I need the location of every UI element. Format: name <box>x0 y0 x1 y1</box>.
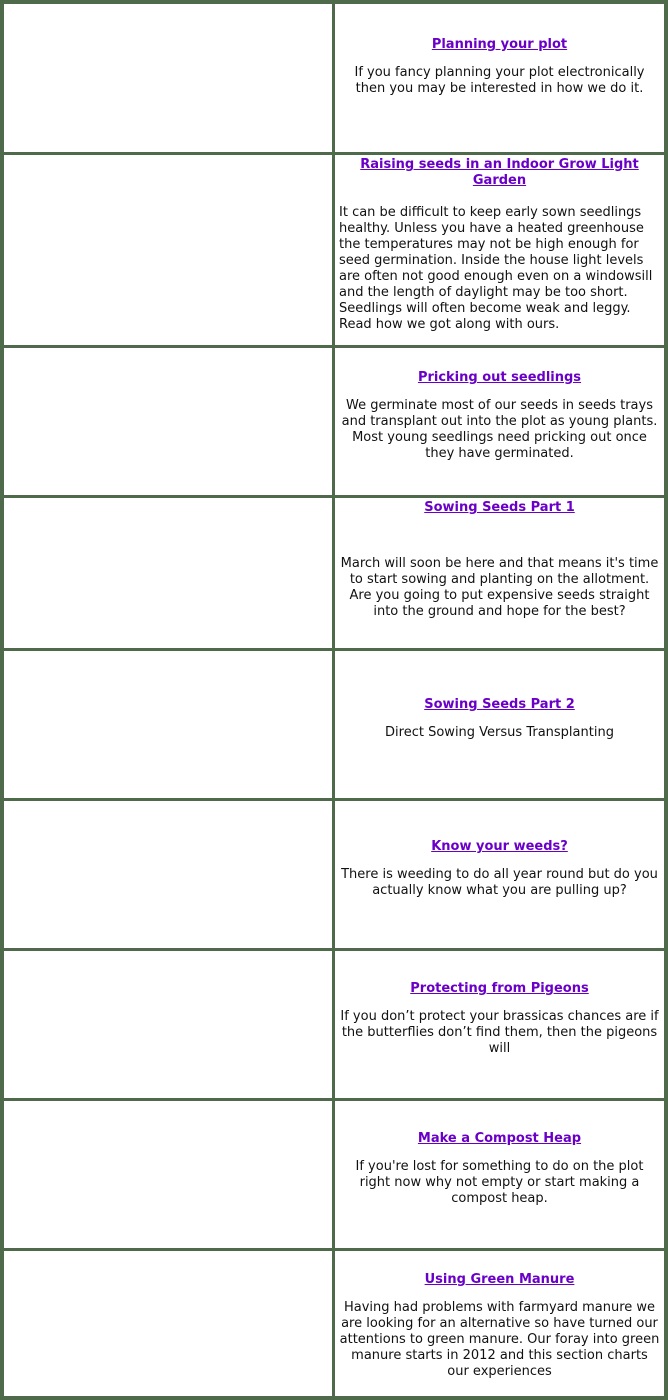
article-description: March will soon be here and that means it's time to start sowing and planting on the allotment. Are you going to put expensive seeds straight into the ground and hope for the best? <box>340 556 659 619</box>
article-title-link[interactable]: Planning your plot <box>431 37 568 52</box>
article-image-cell <box>4 651 332 798</box>
article-text-cell <box>335 1251 664 1396</box>
article-description: If you're lost for something to do on the plot right now why not empty or start making a compost heap. <box>355 1159 644 1206</box>
article-text-cell <box>335 4 664 152</box>
article-image-cell <box>4 498 332 648</box>
article-description: There is weeding to do all year round but do you actually know what you are pulling up? <box>341 867 658 898</box>
article-title-link[interactable]: Protecting from Pigeons <box>410 981 589 996</box>
article-title-link[interactable]: Using Green Manure <box>424 1272 575 1287</box>
article-title-link[interactable]: Know your weeds? <box>431 839 568 854</box>
article-image-cell <box>4 1251 332 1396</box>
article-image-cell <box>4 1101 332 1248</box>
article-title-link[interactable]: Sowing Seeds Part 2 <box>424 697 575 712</box>
article-description: It can be difficult to keep early sown seedlings healthy. Unless you have a heated greenhouse the temperatures may not be high enough for seed germination. Inside the house light levels are often not good enough even on a windowsill and the length of daylight may be too short. Seedlings will often become weak and leggy. Read how we got along with ours. <box>339 205 653 332</box>
article-image-cell <box>4 4 332 152</box>
article-text-cell <box>335 651 664 798</box>
article-title-link[interactable]: Sowing Seeds Part 1 <box>424 500 575 515</box>
table-row <box>4 155 664 345</box>
article-text-cell <box>335 498 664 648</box>
article-description: If you fancy planning your plot electronically then you may be interested in how we do it. <box>354 65 645 96</box>
article-image-cell <box>4 155 332 345</box>
table-row <box>4 1251 664 1396</box>
article-text-cell <box>335 348 664 495</box>
article-text-cell <box>335 951 664 1098</box>
article-text-cell <box>335 1101 664 1248</box>
article-text-cell <box>335 155 664 345</box>
table-row <box>4 4 664 152</box>
article-image-cell <box>4 951 332 1098</box>
article-image-cell <box>4 801 332 948</box>
article-description: We germinate most of our seeds in seeds trays and transplant out into the plot as young plants. Most young seedlings need pricking out once they have germinated. <box>341 398 658 461</box>
article-description: If you don’t protect your brassicas chances are if the butterflies don’t find them, then the pigeons will <box>340 1009 659 1056</box>
table-row <box>4 1101 664 1248</box>
article-image-cell <box>4 348 332 495</box>
article-description: Having had problems with farmyard manure we are looking for an alternative so have turned our attentions to green manure. Our foray into green manure starts in 2012 and this section charts our experiences <box>339 1300 660 1379</box>
table-row <box>4 348 664 495</box>
article-title-link[interactable]: Pricking out seedlings <box>417 370 582 385</box>
article-text-cell <box>335 801 664 948</box>
table-row <box>4 801 664 948</box>
table-row <box>4 498 664 648</box>
table-row <box>4 651 664 798</box>
article-description: Direct Sowing Versus Transplanting <box>385 725 614 740</box>
article-title-link[interactable]: Make a Compost Heap <box>417 1131 582 1146</box>
article-title-link[interactable]: Raising seeds in an Indoor Grow Light Garden <box>360 157 639 188</box>
table-row <box>4 951 664 1098</box>
